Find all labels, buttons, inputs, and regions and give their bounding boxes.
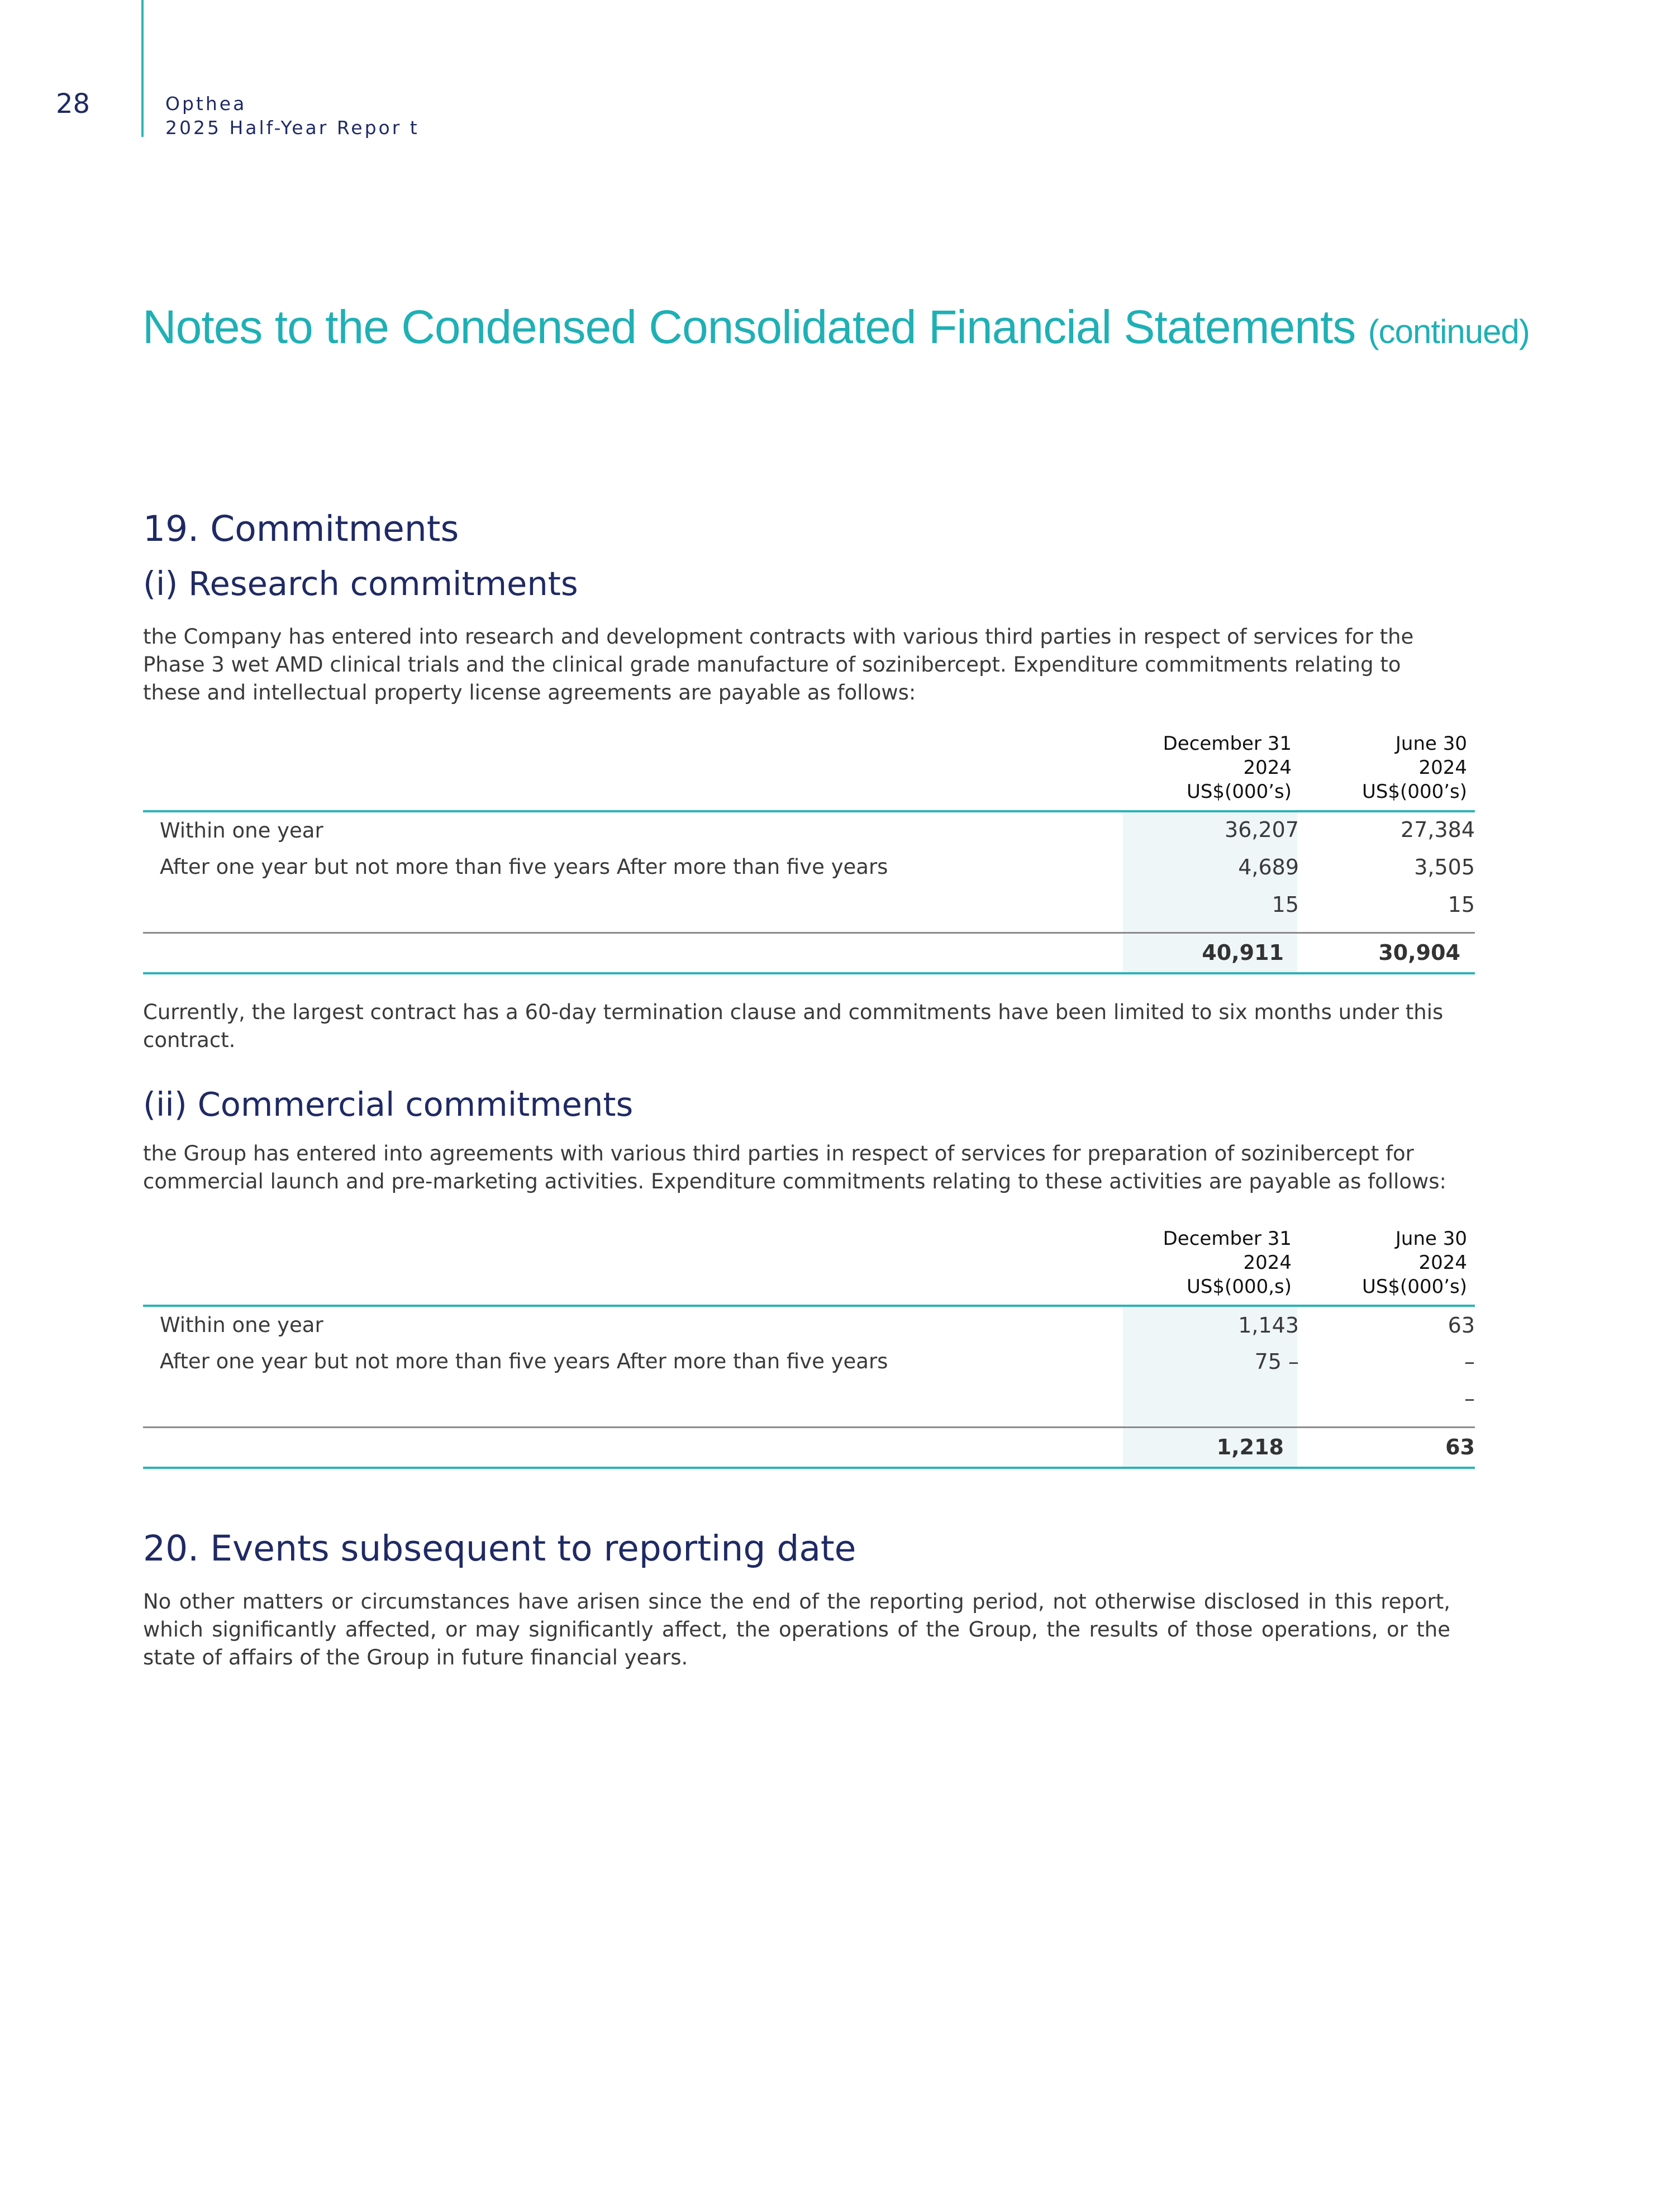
table-cell: 3,505 <box>1414 855 1475 879</box>
table-row-label: After one year but not more than five years After more than five years <box>160 855 888 879</box>
commercial-col-dec <box>1163 1227 1292 1299</box>
table-total-cell: 63 <box>1445 1435 1475 1459</box>
table-row-label: Within one year <box>160 1313 323 1337</box>
table-cell: – <box>1464 1349 1475 1374</box>
research-intro: the Company has entered into research and development contracts with various third parties in respect of services for the Phase 3 wet AMD clinical trials and the clinical grade manufacture of sozinibercept. Expenditure commitments relating to these and intellectual property license agreements are payable as follows: <box>143 625 1414 705</box>
col-header-line: 2024 <box>1243 1252 1292 1274</box>
table-rule <box>143 972 1475 974</box>
table-rule <box>143 1426 1475 1428</box>
table-cell: 15 <box>1272 892 1299 917</box>
report-name: 2025 Half-Year Repor t <box>165 117 420 139</box>
table-cell: 63 <box>1448 1313 1475 1338</box>
table-total-cell: 30,904 <box>1378 940 1460 965</box>
commercial-heading: (ii) Commercial commitments <box>143 1085 634 1124</box>
table-row-label: Within one year <box>160 819 323 843</box>
col-header-line: US$(000’s) <box>1361 781 1467 803</box>
research-col-dec <box>1163 732 1292 804</box>
table-rule <box>143 932 1475 934</box>
col-header-line: US$(000,s) <box>1186 1276 1292 1298</box>
table-cell: – <box>1464 1386 1475 1411</box>
page-title-suffix: (continued) <box>1368 313 1530 350</box>
col-header-line: US$(000’s) <box>1186 781 1292 803</box>
section-20-heading: 20. Events subsequent to reporting date <box>143 1528 856 1569</box>
col-header-line: 2024 <box>1418 757 1467 779</box>
company-name: Opthea <box>165 93 247 115</box>
col-header-line: June 30 <box>1395 732 1467 755</box>
commercial-intro: the Group has entered into agreements with various third parties in respect of services for preparation of sozinibercept for commercial launch and pre-marketing activities. Expenditure commitments relating to these activities are payable as follows: <box>143 1141 1447 1193</box>
table-cell: 75 – <box>1254 1349 1299 1374</box>
research-col-jun <box>1362 732 1467 804</box>
table-cell: 15 <box>1448 892 1475 917</box>
header-divider <box>141 0 144 137</box>
page-number: 28 <box>56 88 91 120</box>
table-cell: 36,207 <box>1225 817 1299 842</box>
research-note: Currently, the largest contract has a 60-day termination clause and commitments have been limited to six months under this contract. <box>143 1000 1444 1052</box>
col-header-line: December 31 <box>1163 1228 1292 1250</box>
research-heading: (i) Research commitments <box>143 564 578 603</box>
table-rule <box>143 1305 1475 1307</box>
header-brand <box>165 92 420 140</box>
table-cell: 27,384 <box>1401 817 1475 842</box>
col-header-line: 2024 <box>1243 757 1292 779</box>
table-rule <box>143 810 1475 812</box>
table-total-cell: 1,218 <box>1216 1435 1284 1459</box>
col-header-line: 2024 <box>1418 1252 1467 1274</box>
section-19-heading: 19. Commitments <box>143 508 459 549</box>
page-title <box>142 300 1530 354</box>
commercial-col-jun <box>1362 1227 1467 1299</box>
col-header-line: US$(000’s) <box>1361 1276 1467 1298</box>
table-total-cell: 40,911 <box>1202 940 1284 965</box>
table-cell: 1,143 <box>1238 1313 1299 1338</box>
section-20-body: No other matters or circumstances have arisen since the end of the reporting period, not otherwise disclosed in this report, which significantly affected, or may significantly affect, the operations of the Group, the results of those operations, or the state of affairs of the Group in future financial years. <box>143 1590 1450 1669</box>
page-title-main: Notes to the Condensed Consolidated Financial Statements <box>142 301 1356 353</box>
table-cell: 4,689 <box>1238 855 1299 879</box>
col-header-line: June 30 <box>1395 1228 1467 1250</box>
table-rule <box>143 1467 1475 1469</box>
col-header-line: December 31 <box>1163 732 1292 755</box>
table-row-label: After one year but not more than five years After more than five years <box>160 1349 888 1373</box>
